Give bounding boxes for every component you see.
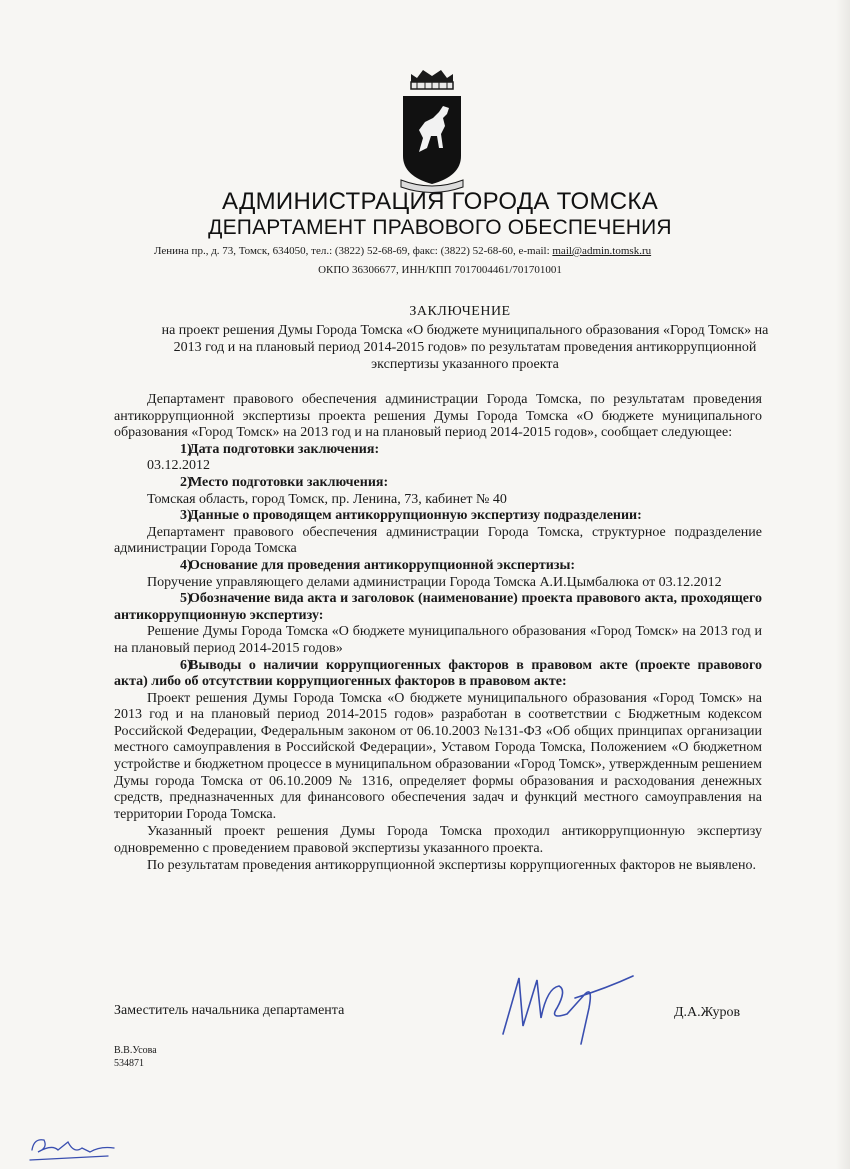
contacts-line xyxy=(154,245,651,257)
section-text: Решение Думы Города Томска «О бюджете муниципального образования «Город Томск» на 2013 год и на плановый период 2014-2015 годов» xyxy=(114,624,762,656)
handwritten-signature xyxy=(497,968,637,1048)
section-heading: 1)Дата подготовки заключения: xyxy=(180,441,380,457)
result-paragraph: По результатам проведения антикоррупционной экспертизы коррупциогенных факторов не выявлено. xyxy=(147,857,756,873)
handwritten-initials xyxy=(28,1130,118,1166)
document-title: ЗАКЛЮЧЕНИЕ xyxy=(409,304,511,319)
signatory-position: Заместитель начальника департамента xyxy=(114,1003,345,1018)
section-text: Департамент правового обеспечения администрации Города Томска, структурное подразделение администрации Города Томска xyxy=(114,524,762,557)
section-heading: 6)Выводы о наличии коррупциогенных факторов в правовом акте (проекте правового акта) либо об отсутствии коррупциогенных факторов в правовом акте: xyxy=(114,657,762,690)
document-subject: на проект решения Думы Города Томска «О бюджете муниципального образования «Город Томск» на 2013 год и на плановый период 2014-2015 годов» по результатам проведения антикоррупционной экспертизы указанного проекта xyxy=(161,323,769,372)
section-text: Томская область, город Томск, пр. Ленина, 73, кабинет № 40 xyxy=(147,491,507,507)
section-text: 03.12.2012 xyxy=(147,458,210,474)
section-heading: 4)Основание для проведения антикоррупционной экспертизы: xyxy=(180,557,576,573)
department-name: ДЕПАРТАМЕНТ ПРАВОВОГО ОБЕСПЕЧЕНИЯ xyxy=(208,216,672,239)
executor-info xyxy=(114,1044,157,1070)
section-heading: 2)Место подготовки заключения: xyxy=(180,474,389,490)
joint-expertise-paragraph: Указанный проект решения Думы Города Томска проходил антикоррупционную экспертизу одновременно с проведением правовой экспертизы указанного проекта. xyxy=(114,824,762,857)
intro-paragraph: Департамент правового обеспечения администрации Города Томска, по результатам проведения антикоррупционной экспертизы проекта решения Думы Города Томска «О бюджете муниципального образования «Город Томск» на 2013 год и на плановый период 2014-2015 годов», сообщает следующее: xyxy=(114,392,762,441)
org-name: АДМИНИСТРАЦИЯ ГОРОДА ТОМСКА xyxy=(221,188,659,215)
document-body xyxy=(114,392,762,874)
section-text: Поручение управляющего делами администрации Города Томска А.И.Цымбалюка от 03.12.2012 xyxy=(147,574,722,590)
okpo-line: ОКПО 36306677, ИНН/КПП 7017004461/701701001 xyxy=(318,264,562,276)
section-text: Проект решения Думы Города Томска «О бюджете муниципального образования «Город Томск» на 2013 год и на плановый период 2014-2015 годов» разработан в соответствии с Бюджетным кодексом Российской Федерации, Федеральным законом от 06.10.2003 №131-ФЗ «Об общих принципах организации местного самоуправления в Российской Федерации», Уставом Города Томска, Положением «О бюджетном устройстве и бюджетном процессе в муниципальном образовании «Город Томск», утвержденным решением Думы города Томска от 06.10.2009 № 1316, определяет формы образования и расходования денежных средств, предназначенных для финансового обеспечения задач и функций местного самоуправления на территории Города Томска. xyxy=(114,690,762,822)
signatory-name: Д.А.Журов xyxy=(674,1005,741,1020)
contacts-address: Ленина пр., д. 73, Томск, 634050, тел.: (3822) 52-68-69, факс: (3822) 52-68-60, e-mail: xyxy=(154,245,553,257)
section-heading: 3)Данные о проводящем антикоррупционную экспертизу подразделении: xyxy=(180,508,642,524)
email-link[interactable]: mail@admin.tomsk.ru xyxy=(552,245,652,257)
tomsk-coat-of-arms-icon xyxy=(397,68,467,194)
scan-edge xyxy=(836,0,850,1169)
executor-name: В.В.Усова xyxy=(114,1045,157,1056)
section-heading: 5)Обозначение вида акта и заголовок (наименование) проекта правового акта, проходящего антикоррупционную экспертизу: xyxy=(114,591,762,623)
executor-phone: 534871 xyxy=(114,1058,144,1069)
